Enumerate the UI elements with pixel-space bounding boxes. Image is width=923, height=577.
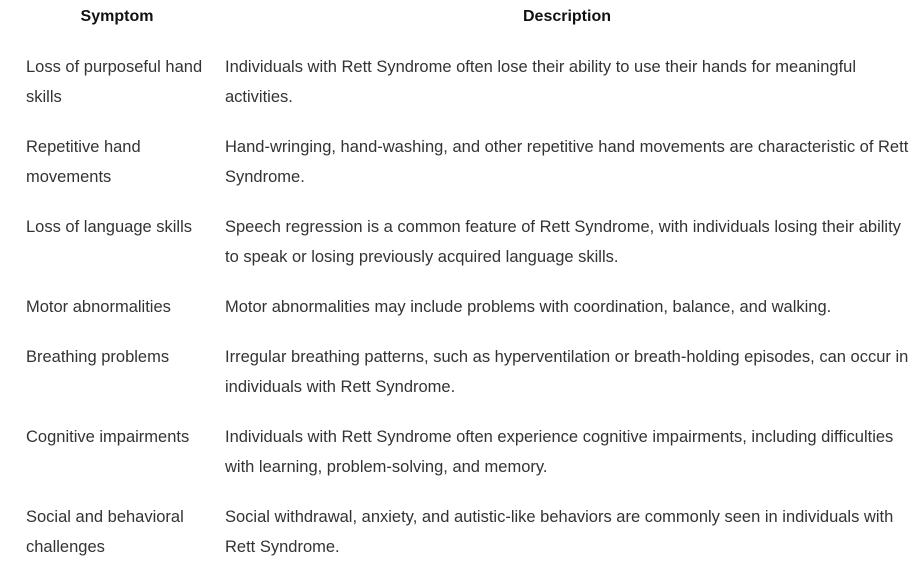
symptom-cell: Social and behavioral challenges — [26, 508, 184, 556]
table-row — [14, 483, 914, 563]
description-cell: Hand-wringing, hand-washing, and other repetitive hand movements are characteristic of Rett Syndrome. — [225, 138, 909, 186]
table-body — [14, 33, 914, 563]
description-cell: Irregular breathing patterns, such as hyperventilation or breath-holding episodes, can occur in individuals with Rett Syndrome. — [225, 348, 909, 396]
table-row — [14, 273, 914, 323]
symptom-cell: Cognitive impairments — [26, 428, 190, 446]
symptom-cell: Loss of language skills — [26, 218, 193, 236]
table-row — [14, 323, 914, 403]
table-row — [14, 113, 914, 193]
header-symptom: Symptom — [80, 7, 154, 25]
table-header — [14, 0, 914, 33]
header-description: Description — [522, 7, 611, 25]
description-cell: Individuals with Rett Syndrome often lose their ability to use their hands for meaningful activities. — [225, 58, 857, 106]
table-row — [14, 33, 914, 113]
symptom-cell: Breathing problems — [26, 348, 170, 366]
description-cell: Motor abnormalities may include problems with coordination, balance, and walking. — [225, 298, 832, 316]
description-cell: Social withdrawal, anxiety, and autistic-like behaviors are commonly seen in individuals with Rett Syndrome. — [225, 508, 894, 556]
symptom-cell: Repetitive hand movements — [26, 138, 141, 186]
header-row — [14, 0, 914, 33]
symptom-table — [14, 0, 914, 563]
table-row — [14, 403, 914, 483]
description-cell: Speech regression is a common feature of Rett Syndrome, with individuals losing their ability to speak or losing previously acquired language skills. — [225, 218, 901, 266]
symptom-cell: Loss of purposeful hand skills — [26, 58, 203, 106]
description-cell: Individuals with Rett Syndrome often experience cognitive impairments, including difficulties with learning, problem-solving, and memory. — [225, 428, 894, 476]
symptom-cell: Motor abnormalities — [26, 298, 171, 316]
table-row — [14, 193, 914, 273]
